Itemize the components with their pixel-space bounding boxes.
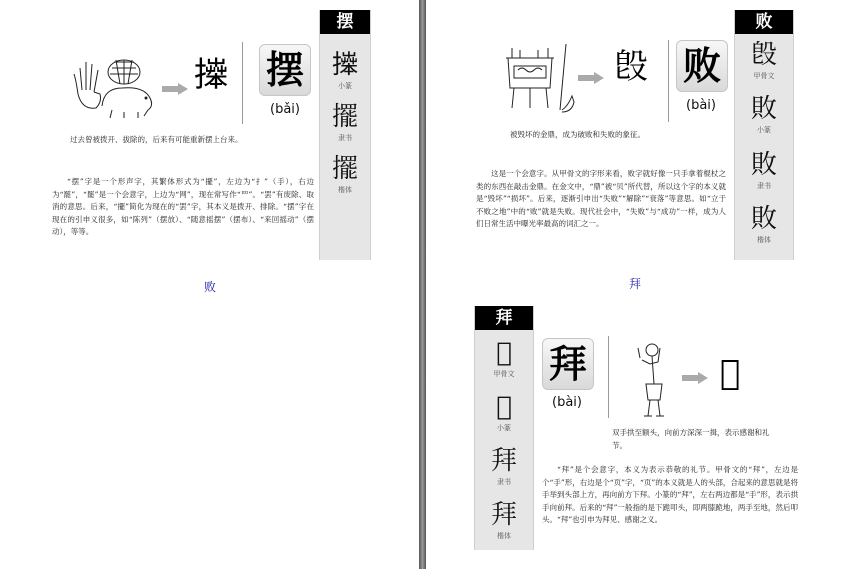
seal-script-glyph: 𢷎 [194, 55, 228, 95]
right-arrow-icon [682, 372, 708, 384]
pinyin: (bài) [552, 395, 582, 410]
next-character-link[interactable]: 败 [204, 280, 217, 294]
sidebar-character: 拜 [475, 306, 533, 330]
script-variants-sidebar [474, 306, 534, 550]
divider-line [608, 336, 609, 418]
cauldron-illustration [502, 40, 576, 115]
hand-bear-illustration [72, 50, 162, 120]
divider-line [242, 42, 243, 124]
right-page [426, 0, 845, 569]
oracle-bone-glyph: 𣪘 [614, 47, 648, 87]
variant-small-seal: 𢱭 小篆 [496, 392, 512, 432]
right-arrow-icon [578, 72, 604, 84]
variant-regular: 擺 楷体 [331, 154, 358, 194]
illustration-caption: 双手拱至额头，向前方深深一揖，表示感谢和礼节。 [612, 428, 770, 450]
oracle-bone-glyph: 𢱭 [720, 353, 741, 393]
divider-line [668, 40, 669, 122]
illustration-caption: 被毁坏的金鼎，成为破败和失败的象征。 [510, 130, 645, 139]
body-text: “拜”是个会意字，本义为表示恭敬的礼节。甲骨文的“拜”，左边是个“手”形，右边是个“页”字，“页”的本义就是人的头部，合起来的意思就是将手举到头部上方，再向前方下拜。小篆的“拜”，左右两边都是“手”形，表示拱手向前拜。后来的“拜”一般指的是下跪叩头，即两膝跪地，两手至地，然后叩头。“拜”也引申为拜见、感谢之义。 [542, 465, 798, 524]
body-text: 这是一个会意字。从甲骨文的字形来看，败字就好像一只手拿着棍杖之类的东西在敲击金鼎。在金文中，“鼎”被“贝”所代替，所以这个字的本义就是“毁坏”“损坏”。后来，逐渐引申出“失败”“解除”“衰落”等意思。如“立于不败之地”中的“败”就是失败。现代社会中，“失败”与“成功”一样，成为人们日常生活中曝光率最高的词汇之一。 [476, 169, 726, 228]
illustration-caption: 过去曾被拨开、拔除的，后来有可能重新摆上台来。 [70, 135, 243, 144]
variant-small-seal: 𢷎 小篆 [331, 50, 358, 90]
main-character: 摆 [259, 44, 311, 96]
variant-clerical: 擺 隶书 [331, 102, 358, 142]
left-page [0, 0, 419, 569]
main-character: 拜 [542, 338, 594, 390]
variant-regular: 敗 楷体 [750, 204, 777, 244]
variant-oracle-bone: 𣪘 甲骨文 [750, 40, 777, 80]
next-character-link[interactable]: 拜 [629, 277, 642, 291]
page-gutter [419, 0, 426, 569]
bowing-figure-illustration [624, 340, 672, 420]
body-text: “摆”字是一个形声字，其繁体形式为“擺”，左边为“扌”（手），右边为“罷”，“罷”是一个会意字，上边为“网”，现在常写作“罒”。“罢”有废除、取消的意思。后来，“擺”简化为现在的“罢”字，其本义是拨开、排除。“摆”字在现在的引申义很多，如“陈列”（摆放）、“随意摇摆”（摆布）、“来回摇动”（摆动），等等。 [52, 177, 314, 236]
script-variants-sidebar [734, 10, 794, 260]
right-arrow-icon [162, 83, 188, 95]
pinyin: (bài) [686, 98, 716, 113]
pinyin: (bǎi) [270, 102, 300, 117]
main-character: 败 [676, 40, 728, 92]
sidebar-character: 摆 [320, 10, 370, 34]
variant-oracle-bone: 𢱭 甲骨文 [493, 338, 515, 378]
sidebar-character: 败 [735, 10, 793, 34]
variant-small-seal: 敗 小篆 [750, 94, 777, 134]
variant-clerical: 敗 隶书 [750, 150, 777, 190]
script-variants-sidebar [319, 10, 371, 260]
variant-regular: 拜 楷体 [490, 500, 517, 540]
variant-clerical: 拜 隶书 [490, 446, 517, 486]
